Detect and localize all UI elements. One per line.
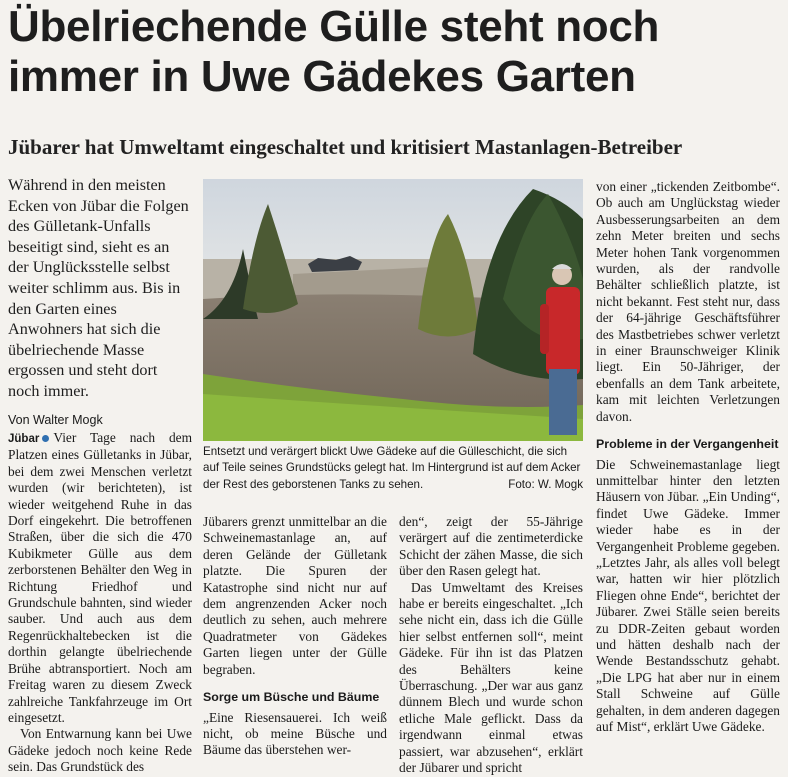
col1-paragraph-2: Von Entwarnung kann bei Uwe Gädeke jedoch noch keine Rede sein. Das Grundstück des: [8, 726, 192, 775]
col4-paragraph-2: Die Schweinemastanlage liegt unmittelbar hinter den letzten Häusern von Jübar. „Ein Unding“, findet Uwe Gädeke. Immer wieder habe es in der Vergangenheit Probleme gegeben. „Letztes Jahr, als alles voll belegt war, hatten wir hier plötzlich Fliegen ohne Ende“, berichtet der Jübarer. Zwei Ställe seien bereits zu DDR-Zeiten gebaut worden und hätten deshalb nach der Wende Bestandsschutz gehabt. „Die LPG hat aber nur in einem Stall Schweine auf Gülle gehalten, in dem anderen dagegen auf Mist“, erklärt Uwe Gädeke.: [596, 456, 780, 735]
col3-paragraph-2: Das Umweltamt des Kreises habe er bereits eingeschaltet. „Ich sehe nicht ein, dass ich die Gülle hier selbst entfernen soll“, meint Gädeke. Für ihn ist das Platzen des Behälters keine Überraschung. „Der war aus ganz dünnem Blech und wurde schon etliche Male geflickt. Dass da irgendwann einmal etwas passiert, war abzusehen“, erklärt der Jübarer und spricht: [399, 579, 583, 776]
col1-text: Vier Tage nach dem Platzen eines Gülletanks in Jübar, bei dem zwei Menschen verletzt wurden (wir berichteten), ist wieder weitgehend Ruhe in das Dorf eingekehrt. Die betroffenen Straßen, über die sich die 470 Kubikmeter Gülle aus dem zerborstenen Behälter den Weg in Richtung Friedhof und Grundschule bahnten, sind wieder sauber. Und auch aus dem Regenrückhaltebecken ist die dorthin gelangte übelriechende Brühe abtransportiert. Noch am Freitag waren zu diesem Zweck zahlreiche Tankfahrzeuge im Ort eingesetzt.: [8, 430, 192, 725]
column-1: [8, 430, 192, 776]
subheadline: Jübarer hat Umweltamt eingeschaltet und kritisiert Mastanlagen-Betreiber: [8, 135, 683, 159]
lead-paragraph: Während in den meisten Ecken von Jübar die Folgen des Gülletank-Unfalls beseitigt sind, sieht es an der Unglücksstelle selbst weiter schlimm aus. Bis in den Garten eines Anwohners hat sich die übelriechende Masse ergossen und steht dort noch immer.: [8, 176, 189, 400]
photo-caption: Entsetzt und verärgert blickt Uwe Gädeke auf die Gülleschicht, die sich auf Teile seines Grundstücks gelegt hat. Im Hintergrund ist auf dem Acker der Rest des geborstenen Tanks zu sehen.: [203, 445, 581, 491]
photo-credit: Foto: W. Mogk: [508, 477, 583, 491]
author-line: Von Walter Mogk: [8, 413, 103, 427]
bullet-icon: [42, 435, 49, 442]
col1-paragraph-1: [8, 430, 192, 726]
col3-paragraph-1: den“, zeigt der 55-Jährige verärgert auf die zentimeterdicke Schicht der zähen Masse, die sich über den Rasen gelegt hat.: [399, 514, 583, 579]
column-4: [596, 179, 780, 736]
column-3: [399, 514, 583, 777]
garden-photo-image: [203, 179, 583, 441]
column-2: [203, 514, 387, 759]
col4-subheading: Probleme in der Vergangenheit: [596, 437, 779, 452]
headline: Übelriechende Gülle steht noch immer in Uwe Gädekes Garten: [8, 2, 660, 101]
col2-paragraph-1: Jübarers grenzt unmittelbar an die Schweinemastanlage an, auf deren Gelände der Gülletank platzte. Die Spuren der Katastrophe sind nicht nur auf dem angrenzenden Acker noch deutlich zu sehen, auch mehrere Quadratmeter von Gädekes Garten liegen unter der Gülle begraben.: [203, 514, 387, 677]
col2-paragraph-2: „Eine Riesensauerei. Ich weiß nicht, ob meine Büsche und Bäume das überstehen wer-: [203, 709, 387, 758]
col4-paragraph-1: von einer „tickenden Zeitbombe“. Ob auch am Unglückstag wieder Ausbesserungsarbeiten an dem zehn Meter breiten und sechs Meter hohen Tank vorgenommen wurden, als der randvolle Behälter schließlich platzte, ist nicht bekannt. Fest steht nur, dass der 64-jährige Geschäftsführer des Mastbetriebes schwer verletzt in einer Braunschweiger Klinik liegt. Ein 50-Jähriger, der ebenfalls an dem Tank arbeitete, kam mit leichten Verletzungen davon.: [596, 179, 780, 424]
dateline: Jübar: [8, 433, 40, 445]
photo-caption-block: [203, 444, 583, 493]
col2-subheading: Sorge um Büsche und Bäume: [203, 690, 380, 705]
article-photo: [203, 179, 583, 441]
